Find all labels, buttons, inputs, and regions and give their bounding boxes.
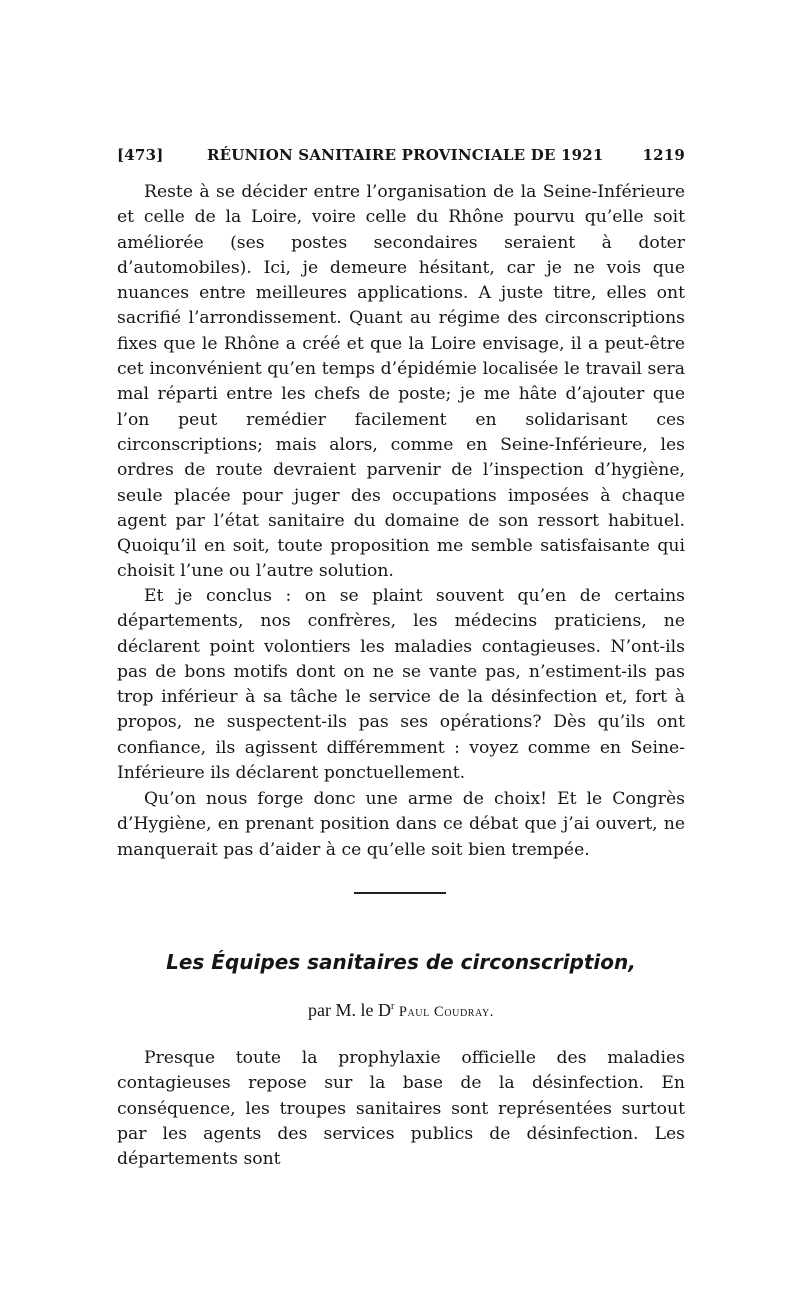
paragraph-4: Presque toute la prophylaxie officielle des maladies contagieuses repose sur la base de la désinfection. En conséquence, les troupes sanitaires sont représentées surtout par les agents des services publics de désinfection. Les départements sont	[117, 1048, 685, 1170]
section-title: Les Équipes sanitaires de circonscription,	[166, 950, 636, 974]
paragraph-1: Reste à se décider entre l’organisation de la Seine-Inférieure et celle de la Loire, voire celle du Rhône pourvu qu’elle soit améliorée (ses postes secondaires seraient à doter d’automobiles). Ici, je demeure hésitant, car je ne vois que nuances entre meilleures applications. A juste titre, elles ont sacrifié l’arrondissement. Quant au régime des circonscriptions fixes que le Rhône a créé et que la Loire envisage, il a peut-être cet inconvénient qu’en temps d’épidémie localisée le travail sera mal réparti entre les chefs de poste; je me hâte d’ajouter que l’on peut remédier facilement en solidarisant ces circonscriptions; mais alors, comme en Seine-Inférieure, les ordres de route devraient parvenir de l’inspection d’hygiène, seule placée pour juger des occupations imposées à chaque agent par l’état sanitaire du domaine de son ressort habituel. Quoiqu’il en soit, toute proposition me semble satisfaisante qui choisit l’une ou l’autre solution.	[117, 182, 685, 582]
running-header	[117, 146, 685, 170]
section-divider	[354, 892, 446, 894]
running-title: RÉUNION SANITAIRE PROVINCIALE DE 1921	[207, 146, 604, 164]
author-byline	[117, 998, 685, 1024]
page-number: 1219	[642, 146, 685, 164]
page-reference: [473]	[117, 146, 164, 164]
paragraph-3: Qu’on nous forge donc une arme de choix! Et le Congrès d’Hygiène, en prenant position dans ce débat que j’ai ouvert, ne manquerait pas d’aider à ce qu’elle soit bien trempée.	[117, 789, 685, 860]
byline-superscript: r	[390, 1001, 395, 1012]
author-name: Paul Coudray.	[398, 1004, 495, 1020]
paragraph-2: Et je conclus : on se plaint souvent qu’en de certains départements, nos confrères, les médecins praticiens, ne déclarent point volontiers les maladies contagieuses. N’ont-ils pas de bons motifs dont on ne se vante pas, n’estiment-ils pas trop inférieur à sa tâche le service de la désinfection et, fort à propos, ne suspectent-ils pas ses opérations? Dès qu’ils ont confiance, ils agissent différemment : voyez comme en Seine-Inférieure ils déclarent ponctuellement.	[117, 586, 685, 784]
byline-prefix: par M. le D	[307, 1000, 391, 1020]
